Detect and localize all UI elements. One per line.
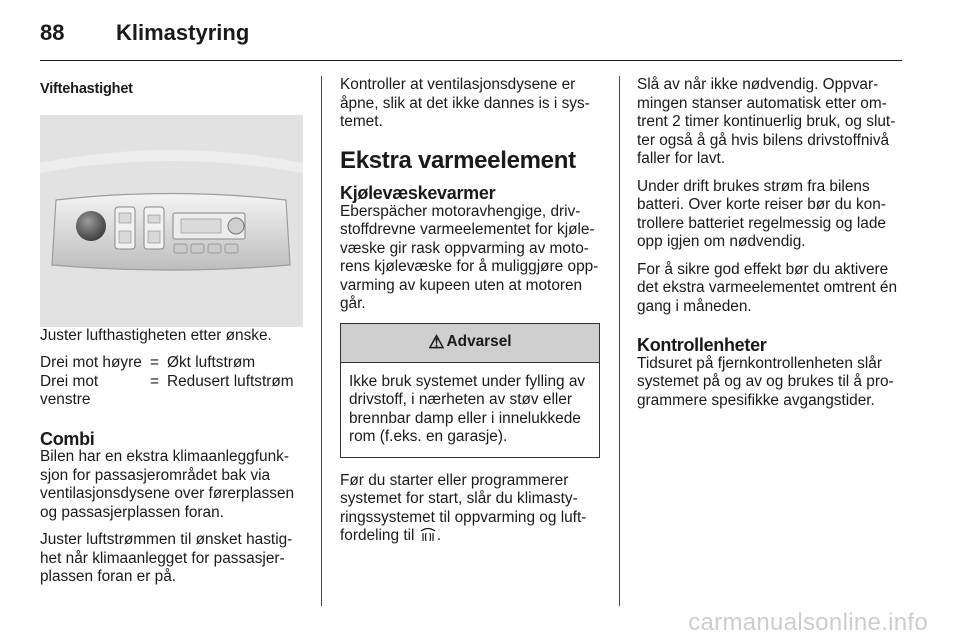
table-term: Drei mot høyre: [40, 354, 142, 371]
combi-paragraph: Juster luftstrømmen til ønsket hastig-het når klimaanlegget for passasjer-plassen foran er på.: [40, 531, 293, 585]
column-1: [40, 76, 304, 596]
watermark: carmanualsonline.info: [688, 609, 928, 636]
ventilation-paragraph: Kontroller at ventilasjonsdysene er åpne, slik at det ikke dannes is i sys-temet.: [340, 76, 590, 130]
page-number: 88: [40, 20, 65, 45]
page-header: [40, 14, 902, 54]
definition-table: [40, 354, 304, 410]
table-equals: =: [150, 354, 159, 371]
overhead-control-panel-illustration: [40, 115, 303, 327]
table-term: Drei mot venstre: [40, 372, 99, 408]
table-definition: Redusert luftstrøm: [167, 372, 294, 390]
figure-caption: Juster lufthastigheten etter ønske.: [40, 326, 272, 344]
table-row: [40, 354, 304, 373]
warning-title: Advarsel: [446, 333, 512, 351]
table-equals: =: [150, 372, 159, 390]
column-divider: [321, 76, 322, 606]
fan-knob-icon: [76, 211, 106, 241]
start-paragraph: Før du starter eller programmerer systemet for start, slår du klimasty-ringssystemet til oppvarming og luft-fordeling til .: [340, 472, 602, 549]
column-2: [340, 76, 602, 558]
coolant-heater-heading: Kjølevæskevarmer: [340, 183, 496, 203]
coolant-heater-paragraph: Eberspächer motoravhengige, driv-stoffdrevne varmeelementet for kjøle-væske gir rask oppvarming av moto-rens kjølevæske for å muliggjøre opp-varming av kupeen uten at motoren går.: [340, 202, 599, 312]
combi-paragraph: Bilen har en ekstra klimaanleggfunk-sjon for passasjerområdet bak via ventilasjonsdysene over førerplassen og passasjerplassen foran.: [40, 448, 295, 521]
column-3: [637, 76, 903, 419]
control-units-heading: Kontrollenheter: [637, 335, 767, 355]
warning-body: Ikke bruk systemet under fylling av drivstoff, i nærheten av støv eller brennbar damp eller i innelukkede rom (f.eks. en garasje).: [349, 372, 586, 445]
combi-heading: Combi: [40, 428, 95, 449]
warning-box: [340, 323, 600, 458]
control-panel-figure: [40, 115, 303, 327]
defrost-airflow-icon: [419, 527, 437, 549]
table-definition: Økt luftstrøm: [167, 354, 256, 371]
operation-paragraph: Slå av når ikke nødvendig. Oppvar-mingen stanser automatisk etter om-trent 2 timer kontinuerlig bruk, og slut-ter også å gå hvis bilens drivstoffnivå faller for lavt.: [637, 76, 896, 167]
chapter-title: Klimastyring: [116, 20, 250, 45]
table-row: [40, 373, 304, 410]
header-rule: [40, 60, 902, 61]
warning-header: [341, 324, 599, 363]
battery-paragraph: Under drift brukes strøm fra bilens batteri. Over korte reiser bør du kon-trollere batteriet regelmessig og lade opp igjen om nødvendig.: [637, 177, 886, 250]
maintenance-paragraph: For å sikre god effekt bør du aktivere det ekstra varmeelementet omtrent én gang i måneden.: [637, 260, 898, 315]
extra-heater-heading: Ekstra varmeelement: [340, 146, 576, 174]
column-divider: [619, 76, 620, 606]
section-subtitle: Viftehastighet: [40, 81, 133, 97]
start-paragraph-text: Før du starter eller programmerer systemet for start, slår du klimasty-ringssystemet til oppvarming og luft-fordeling til: [340, 471, 587, 544]
control-units-paragraph: Tidsuret på fjernkontrollenheten slår systemet på og av og brukes til å pro-grammere spesifikke avgangstider.: [637, 354, 894, 409]
warning-triangle-icon: ⚠: [428, 332, 445, 353]
